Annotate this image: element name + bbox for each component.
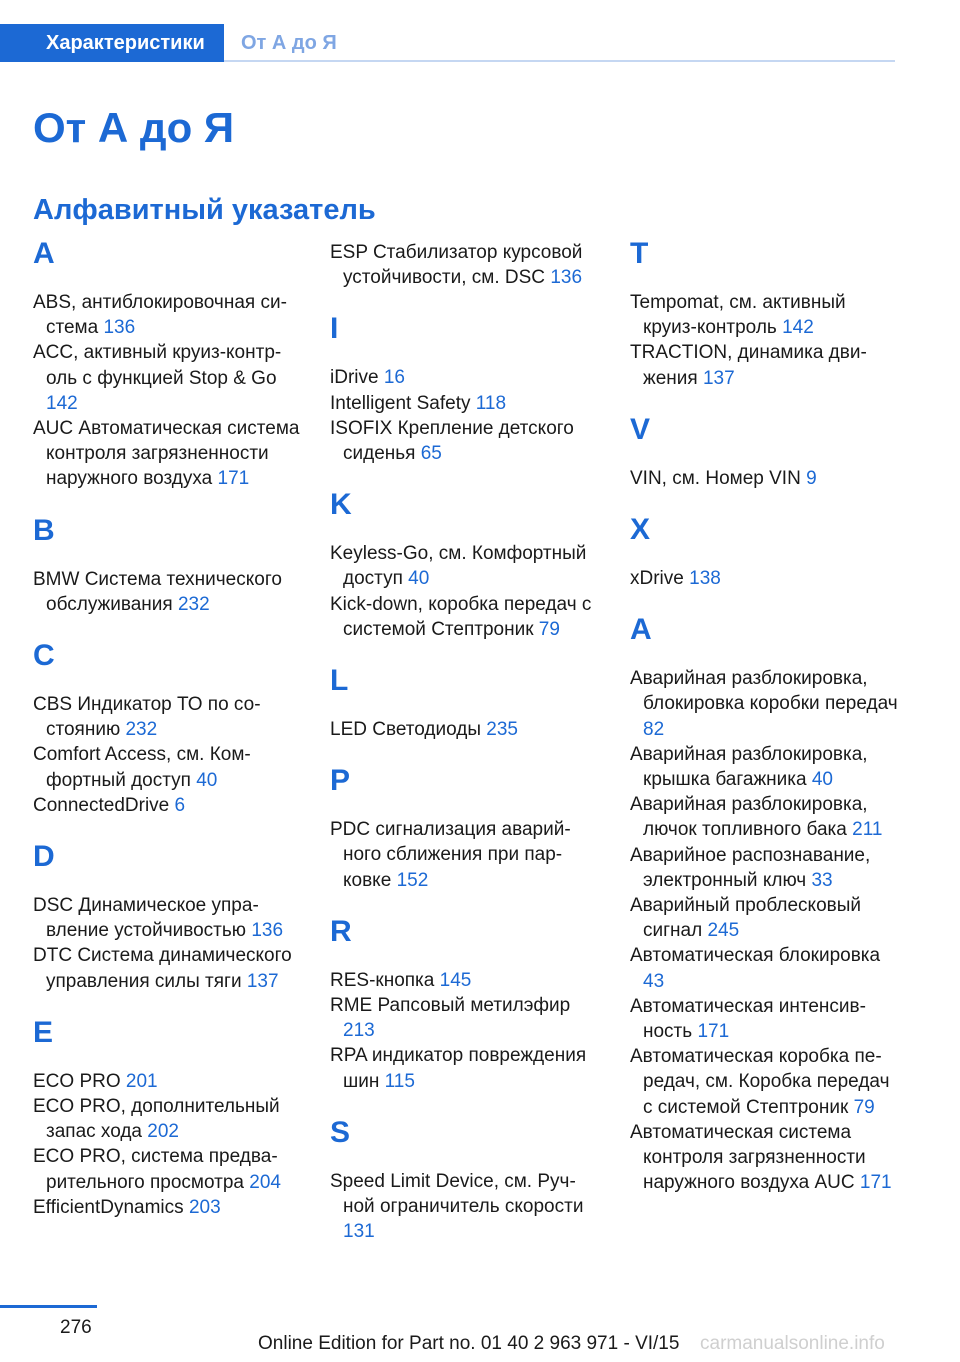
- index-entry: [630, 666, 900, 742]
- index-page-link[interactable]: 171: [859, 1172, 892, 1194]
- index-page-link[interactable]: 40: [811, 769, 833, 791]
- index-page-link[interactable]: 171: [217, 468, 250, 490]
- index-entry: [330, 240, 600, 290]
- index-letter-heading: K: [330, 488, 352, 522]
- index-entry: [33, 1144, 303, 1194]
- index-entry-text: ISOFIX Крепление детского сиденья: [330, 417, 574, 465]
- index-entry-text: TRACTION, динамика движения: [630, 342, 867, 389]
- index-entry-text: Keyless-Go, см. Комфортный доступ: [330, 543, 587, 590]
- index-entry-text: ACC, активный круиз-контроль с функцией Stop & Go: [33, 342, 282, 389]
- index-entry-text: EfficientDynamics: [33, 1196, 184, 1218]
- tab-characteristics[interactable]: Характеристики: [0, 24, 224, 62]
- index-page-link[interactable]: 136: [103, 317, 136, 339]
- index-page-link[interactable]: 232: [177, 593, 210, 615]
- index-entry: [330, 592, 600, 642]
- index-entry-text: Аварийная разблокировка, крышка багажника: [630, 743, 868, 791]
- index-entry: [630, 943, 900, 993]
- index-entry: [330, 365, 600, 390]
- index-page-link[interactable]: 171: [697, 1021, 730, 1043]
- tab-a-to-z[interactable]: От А до Я: [241, 32, 337, 54]
- index-letter-heading: D: [33, 840, 55, 874]
- index-page-link[interactable]: 16: [383, 367, 405, 389]
- index-entry-text: ESP Стабилизатор курсовой устойчивости, см. DSC: [330, 242, 583, 289]
- index-column-1: [33, 237, 303, 1220]
- page-subtitle: Алфавитный указатель: [33, 194, 376, 226]
- index-entry: [33, 692, 303, 742]
- header-divider: [224, 60, 895, 62]
- index-letter-heading: T: [630, 237, 649, 270]
- footer-divider: [0, 1305, 97, 1308]
- index-page-link[interactable]: 82: [643, 718, 665, 740]
- index-page-link[interactable]: 213: [343, 1020, 375, 1042]
- index-entry-text: RES-кнопка: [330, 969, 435, 991]
- index-page-link[interactable]: 145: [439, 969, 472, 991]
- index-page-link[interactable]: 136: [251, 920, 284, 942]
- index-page-link[interactable]: 40: [196, 769, 218, 791]
- index-entry-text: RME Рапсовый метилэфир: [330, 995, 571, 1017]
- page-title: От А до Я: [33, 104, 235, 151]
- index-entry: [630, 792, 900, 842]
- index-entry: [33, 340, 303, 416]
- index-page-link[interactable]: 202: [147, 1121, 179, 1143]
- index-entry-text: Аварийная разблокировка, лючок топливного бака: [630, 794, 868, 841]
- index-entry: [630, 290, 900, 340]
- index-entry: [630, 340, 900, 390]
- index-letter-heading: А: [630, 613, 652, 647]
- index-entry: [33, 943, 303, 993]
- index-entry-text: Автоматическая блокировка: [630, 945, 881, 967]
- index-letter-heading: L: [330, 664, 349, 698]
- index-letter-heading: E: [33, 1015, 54, 1049]
- index-page-link[interactable]: 6: [174, 794, 186, 816]
- index-page-link[interactable]: 204: [249, 1171, 281, 1193]
- index-entry-text: Автоматическая коробка передач, см. Коробка передач с системой Стептроник: [630, 1046, 890, 1118]
- index-letter-heading: S: [330, 1115, 351, 1149]
- index-page-link[interactable]: 152: [396, 869, 429, 891]
- index-entry: [630, 1120, 900, 1196]
- index-entry-text: DTC Система динамического управления силы тяги: [33, 945, 292, 992]
- index-entry-text: ABS, антиблокировочная система: [33, 292, 287, 339]
- index-letter-heading: R: [330, 914, 352, 948]
- index-page-link[interactable]: 43: [643, 970, 665, 992]
- index-entry: [33, 567, 303, 617]
- index-page-link[interactable]: 79: [538, 618, 560, 640]
- index-entry-text: RPA индикатор повреждения шин: [330, 1045, 587, 1092]
- index-entry: [630, 843, 900, 893]
- index-entry: [630, 466, 900, 491]
- index-entry-text: Comfort Access, см. Комфортный доступ: [33, 744, 251, 791]
- index-entry: [33, 793, 303, 818]
- index-entry: [630, 893, 900, 943]
- index-entry-text: DSC Динамическое управление устойчивостью: [33, 895, 259, 942]
- index-entry: [33, 1094, 303, 1144]
- edition-note: Online Edition for Part no. 01 40 2 963 971 - VI/15: [258, 1333, 680, 1354]
- index-column-2: [330, 240, 600, 1244]
- index-entry: [33, 290, 303, 340]
- index-entry-text: xDrive: [630, 568, 684, 590]
- index-entry: [330, 1169, 600, 1245]
- index-page-link[interactable]: 33: [811, 869, 833, 891]
- index-entry-text: AUC Автоматическая система контроля загрязненности наружного воздуха: [33, 418, 300, 490]
- index-entry-text: VIN, см. Номер VIN: [630, 467, 801, 489]
- index-page-link[interactable]: 137: [702, 367, 735, 389]
- index-entry-text: Автоматическая система контроля загрязненности наружного воздуха AUC: [630, 1121, 866, 1194]
- index-page-link[interactable]: 115: [384, 1070, 415, 1092]
- index-letter-heading: V: [630, 412, 651, 446]
- index-entry-text: BMW Система технического обслуживания: [33, 568, 282, 615]
- index-entry-text: Автоматическая интенсивность: [630, 995, 866, 1043]
- index-column-3: [630, 237, 900, 1195]
- index-entry: [330, 541, 600, 591]
- index-page-link[interactable]: 9: [806, 467, 817, 489]
- index-entry-text: CBS Индикатор ТО по состоянию: [33, 694, 261, 741]
- watermark: carmanualsonline.info: [700, 1333, 885, 1354]
- index-page-link[interactable]: 232: [125, 719, 158, 741]
- index-entry: [330, 817, 600, 893]
- index-entry: [330, 391, 600, 416]
- index-entry: [330, 968, 600, 993]
- index-entry: [33, 893, 303, 943]
- index-page-link[interactable]: 136: [550, 267, 583, 289]
- index-entry-text: Speed Limit Device, см. Ручной ограничитель скорости: [330, 1170, 584, 1218]
- index-entry: [330, 717, 600, 742]
- index-page-link[interactable]: 118: [475, 392, 507, 414]
- index-letter-heading: P: [330, 764, 351, 798]
- index-entry-text: ECO PRO: [33, 1070, 121, 1092]
- index-page-link[interactable]: 40: [408, 568, 430, 590]
- index-letter-heading: A: [33, 237, 55, 270]
- index-entry-text: PDC сигнализация аварийного сближения при парковке: [330, 819, 571, 891]
- index-entry-text: Tempomat, см. активный круиз-контроль: [630, 292, 846, 339]
- index-entry-text: iDrive: [330, 367, 379, 389]
- page-number: 276: [60, 1317, 92, 1338]
- index-page-link[interactable]: 203: [188, 1196, 221, 1218]
- index-entry: [33, 1195, 303, 1220]
- header-tabbar: [0, 24, 895, 62]
- index-page-link[interactable]: 235: [486, 719, 518, 741]
- index-entry-text: Kick-down, коробка передач с системой Стептроник: [330, 593, 592, 640]
- index-entry: [330, 1043, 600, 1093]
- index-page-link[interactable]: 65: [420, 443, 442, 465]
- index-page-link[interactable]: 137: [246, 970, 279, 992]
- index-page-link[interactable]: 211: [852, 819, 883, 841]
- index-entry: [33, 1069, 303, 1094]
- index-entry: [33, 742, 303, 792]
- index-letter-heading: X: [630, 513, 651, 547]
- index-letter-heading: B: [33, 513, 55, 547]
- index-letter-heading: C: [33, 639, 55, 673]
- index-page-link[interactable]: 245: [707, 920, 740, 942]
- index-entry-text: Аварийная разблокировка, блокировка коробки передач: [630, 668, 898, 715]
- index-entry-text: ConnectedDrive: [33, 794, 170, 816]
- index-page-link[interactable]: 201: [125, 1070, 158, 1092]
- index-entry: [330, 993, 600, 1043]
- index-entry-text: ECO PRO, дополнительный запас хода: [33, 1096, 280, 1143]
- index-page-link[interactable]: 142: [46, 392, 78, 414]
- index-entry-text: LED Светодиоды: [330, 719, 482, 741]
- index-entry: [630, 742, 900, 792]
- index-entry: [630, 566, 900, 591]
- index-page-link[interactable]: 79: [853, 1096, 875, 1118]
- index-entry: [330, 416, 600, 466]
- index-letter-heading: I: [330, 312, 339, 346]
- index-entry-text: ECO PRO, система предварительного просмотра: [33, 1146, 278, 1193]
- index-entry: [33, 416, 303, 492]
- index-page-link[interactable]: 142: [782, 317, 814, 339]
- index-page-link[interactable]: 131: [343, 1221, 375, 1243]
- index-entry: [630, 994, 900, 1044]
- index-entry: [630, 1044, 900, 1120]
- index-entry-text: Аварийный проблесковый сигнал: [630, 895, 862, 942]
- index-page-link[interactable]: 138: [689, 568, 721, 590]
- index-entry-text: Аварийное распознавание, электронный ключ: [630, 844, 871, 891]
- index-entry-text: Intelligent Safety: [330, 392, 471, 414]
